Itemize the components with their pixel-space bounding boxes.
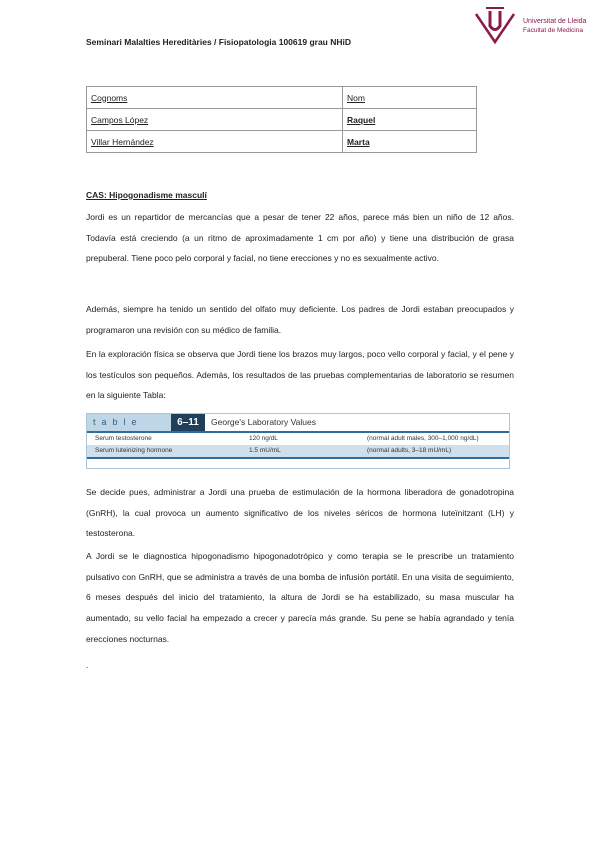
trailing-period: . — [86, 660, 89, 670]
lab-table-caption: George's Laboratory Values — [211, 417, 316, 427]
table-row — [87, 131, 477, 153]
name-cell: Marta — [343, 131, 477, 153]
lab-test-value: 1.5 mU/mL — [249, 447, 281, 454]
case-title: CAS: Hipogonadisme masculí — [86, 190, 207, 200]
lab-table-label: table — [87, 414, 171, 431]
case-paragraph: A Jordi se le diagnostica hipogonadismo hipogonadotrópico y como terapia se le prescribe un tratamiento pulsativo con GnRH, que se administra a través de una bomba de infusión portátil. En una visita de seguimiento, 6 meses después del inicio del tratamiento, la altura de Jordi se ha estabilizado, su masa muscular ha aumentado, su vello facial ha empezado a crecer y parecía más grande. Su pene se había agrandado y tenía erecciones nocturnas. — [86, 551, 514, 644]
name-cell: Raquel — [343, 109, 477, 131]
case-paragraph: Jordi es un repartidor de mercancías que a pesar de tener 22 años, parece más bien un niño de 12 años. Todavía está creciendo (a un ritmo de aproximadamente 1 cm por año) y tiene una distribución de grasa prepuberal. Tiene poco pelo corporal y facial, no tiene erecciones y no es sexualmente activo. — [86, 212, 514, 264]
surname-cell: Villar Hernández — [87, 131, 343, 153]
case-paragraph: En la exploración física se observa que Jordi tiene los brazos muy largos, poco vello corporal y facial, y el pene y los testículos son pequeños. Además, los resultados de las pruebas complementarias de laboratorio se resumen en la siguiente Tabla: — [86, 349, 514, 401]
logo-university-name: Universitat de Lleida — [523, 18, 587, 25]
lab-test-name: Serum luteinizing hormone — [95, 447, 173, 454]
lab-test-name: Serum testosterone — [95, 435, 152, 442]
name-header: Nom — [343, 87, 477, 109]
case-paragraph: Se decide pues, administrar a Jordi una prueba de estimulación de la hormona liberadora de gonadotropina (GnRH), la cual provoca un aumento significativo de los niveles séricos de hormona luteïnitzant (LH) y testosterona. — [86, 487, 514, 539]
university-logo — [470, 6, 588, 46]
student-names-table — [86, 86, 477, 153]
logo-faculty-name: Facultat de Medicina — [523, 27, 583, 34]
university-crest-icon — [470, 6, 520, 46]
lab-test-normal-range: (normal adults, 3–18 mU/mL) — [367, 447, 452, 454]
table-row — [87, 445, 509, 459]
lab-test-value: 120 ng/dL — [249, 435, 278, 442]
table-row — [87, 433, 509, 445]
laboratory-values-table — [86, 413, 510, 469]
table-row — [87, 109, 477, 131]
case-paragraph: Además, siempre ha tenido un sentido del olfato muy deficiente. Los padres de Jordi estaban preocupados y programaron una revisión con su médico de familia. — [86, 304, 514, 335]
table-header-row — [87, 87, 477, 109]
lab-test-normal-range: (normal adult males, 300–1,000 ng/dL) — [367, 435, 479, 442]
lab-table-number: 6–11 — [171, 414, 205, 431]
surname-header: Cognoms — [87, 87, 343, 109]
document-header-title: Seminari Malalties Hereditàries / Fisiopatologia 100619 grau NHiD — [86, 37, 352, 47]
surname-cell: Campos López — [87, 109, 343, 131]
lab-table-header — [87, 414, 509, 433]
